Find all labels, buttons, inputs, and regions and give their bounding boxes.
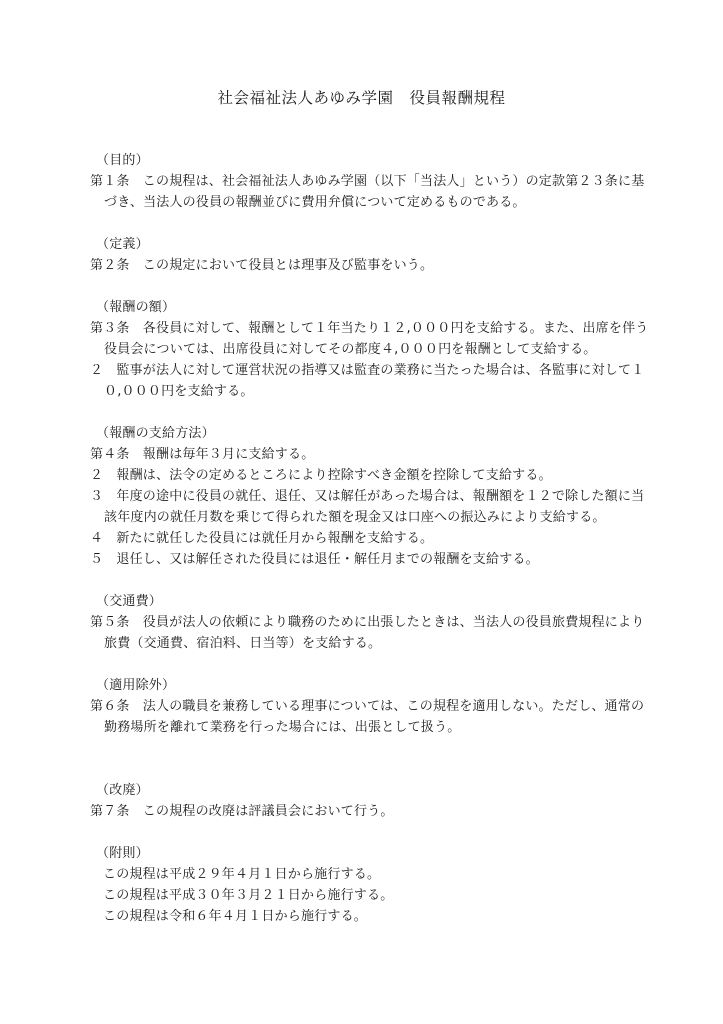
section-heading: （報酬の額） (96, 300, 176, 315)
enforcement-date-line: この規程は平成２９年４月１日から施行する。 (103, 867, 381, 882)
article-paragraph (90, 486, 650, 528)
section-heading: （適用除外） (96, 678, 176, 693)
article-text: この規程の改廃は評議員会において行う。 (129, 804, 394, 819)
document-body (90, 150, 650, 948)
article-paragraph (90, 696, 650, 738)
section-definition (90, 234, 650, 276)
article-paragraph (90, 549, 650, 570)
article-number: 第１条 (90, 174, 130, 189)
article-number: 第２条 (90, 258, 130, 273)
section-remuneration-amount (90, 297, 650, 402)
paragraph-number: ５ (90, 552, 104, 567)
enforcement-date-line: この規程は令和６年４月１日から施行する。 (103, 909, 368, 924)
section-amendment (90, 780, 650, 822)
article-paragraph (90, 318, 650, 360)
section-exclusion (90, 675, 650, 738)
article-text: 年度の途中に役員の就任、退任、又は解任があった場合は、報酬額を１２で除した額に当該年度内の就任月数を乗じて得られた額を現金又は口座への振込みにより支給する。 (103, 489, 645, 525)
article-text: 報酬は毎年３月に支給する。 (129, 447, 315, 462)
section-appendix (90, 843, 650, 927)
enforcement-date-line: この規程は平成３０年３月２１日から施行する。 (103, 888, 394, 903)
article-text: 新たに就任した役員には就任月から報酬を支給する。 (103, 531, 434, 546)
article-text: 法人の職員を兼務している理事については、この規程を適用しない。ただし、通常の勤務場所を離れて業務を行った場合には、出張として扱う。 (104, 699, 645, 735)
article-text: この規程は、社会福祉法人あゆみ学園（以下「当法人」という）の定款第２３条に基づき、当法人の役員の報酬並びに費用弁償について定めるものである。 (104, 174, 645, 210)
article-paragraph (90, 171, 650, 213)
appendix-heading: （附則） (96, 846, 149, 861)
article-paragraph (90, 612, 650, 654)
paragraph-number: ４ (90, 531, 104, 546)
section-heading: （定義） (96, 237, 149, 252)
article-text: 役員が法人の依頼により職務のために出張したときは、当法人の役員旅費規程により旅費（交通費、宿泊料、日当等）を支給する。 (104, 615, 645, 651)
section-heading: （交通費） (96, 594, 163, 609)
article-paragraph (90, 801, 650, 822)
section-heading: （報酬の支給方法） (96, 426, 215, 441)
article-paragraph (90, 255, 650, 276)
article-paragraph (90, 444, 650, 465)
section-transportation (90, 591, 650, 654)
article-text: 監事が法人に対して運営状況の指導又は監査の業務に当たった場合は、各監事に対して１０,０００円を支給する。 (103, 363, 645, 399)
section-purpose (90, 150, 650, 213)
paragraph-number: ２ (90, 363, 104, 378)
section-heading: （改廃） (96, 783, 149, 798)
article-paragraph (90, 465, 650, 486)
article-paragraph (90, 528, 650, 549)
article-number: 第７条 (90, 804, 130, 819)
paragraph-number: ３ (90, 489, 104, 504)
paragraph-number: ２ (90, 468, 104, 483)
article-text: この規定において役員とは理事及び監事をいう。 (129, 258, 434, 273)
article-paragraph (90, 360, 650, 402)
section-heading: （目的） (96, 153, 149, 168)
document-title: 社会福祉法人あゆみ学園 役員報酬規程 (217, 89, 506, 107)
article-text: 各役員に対して、報酬として１年当たり１２,０００円を支給する。また、出席を伴う役員会については、出席役員に対してその都度４,０００円を報酬として支給する。 (104, 321, 649, 357)
article-number: 第３条 (90, 321, 130, 336)
article-text: 退任し、又は解任された役員には退任・解任月までの報酬を支給する。 (103, 552, 539, 567)
article-number: 第４条 (90, 447, 130, 462)
article-text: 報酬は、法令の定めるところにより控除すべき金額を控除して支給する。 (103, 468, 552, 483)
article-number: 第５条 (90, 615, 130, 630)
section-payment-method (90, 423, 650, 570)
article-number: 第６条 (90, 699, 130, 714)
